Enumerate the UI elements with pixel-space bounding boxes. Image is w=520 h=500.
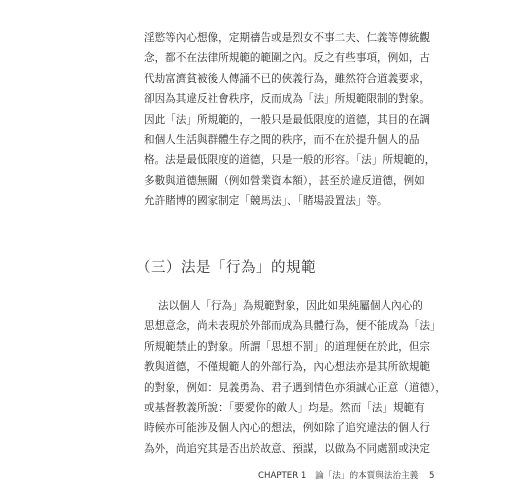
text-line: 的對象，例如：見義勇為、君子遇到情色亦須誠心正意（道德），	[144, 381, 446, 394]
text-line: 時候亦可能涉及個人內心的想法，例如除了追究違法的個人行	[144, 422, 431, 435]
text-line: 所規範禁止的對象。所謂「思想不罰」的道理便在於此，但宗	[144, 340, 431, 353]
text-line: 多數與道德無關（例如營業資本額），甚至於違反道德，例如	[144, 174, 425, 187]
running-footer	[258, 469, 434, 481]
body-paragraph-1	[144, 28, 436, 212]
text-line: 因此「法」所規範的，一般只是最低限度的道德，其目的在調	[144, 113, 431, 126]
text-line: 和個人生活與群體生存之間的秩序，而不在於提升個人的品	[144, 134, 420, 147]
text-line: 教與道德，不僅規範人的外部行為，內心想法亦是其所欲規範	[144, 361, 431, 374]
text-line: 思想意念，尚未表現於外部而成為具體行為，便不能成為「法」	[144, 320, 441, 333]
text-line: 格。法是最低限度的道德，只是一般的形容。「法」所規範的，	[144, 154, 436, 167]
section-heading: （三）法是「行為」的規範	[136, 260, 316, 276]
footer-chapter-title: 論「法」的本質與法治主義	[315, 471, 419, 481]
text-line: 為外，尚追究其是否出於故意、預謀，以做為不同處罰或決定	[144, 442, 431, 455]
text-line: 淫慾等內心想像，定期禱告或是烈女不事二夫、仁義等傳統觀	[144, 32, 431, 44]
text-line: 念，都不在法律所規範的範圍之內。反之有些事項，例如，古	[144, 52, 431, 65]
text-line: 卻因為其違反社會秩序，反而成為「法」所規範限制的對象。	[144, 93, 431, 106]
text-line: 允許賭博的國家制定「競馬法」、「賭場設置法」等。	[144, 195, 388, 208]
text-line: 或基督教義所說：「要愛你的敵人」均是。然而「法」規範有	[144, 402, 425, 415]
text-line: 法以個人「行為」為規範對象，因此如果純屬個人內心的	[158, 300, 423, 312]
body-paragraph-2	[144, 296, 446, 459]
footer-chapter: CHAPTER 1	[258, 471, 307, 481]
text-line: 代劫富濟貧被後人傳誦不已的俠義行為，雖然符合道義要求，	[144, 72, 431, 85]
page-number: 5	[428, 471, 435, 481]
